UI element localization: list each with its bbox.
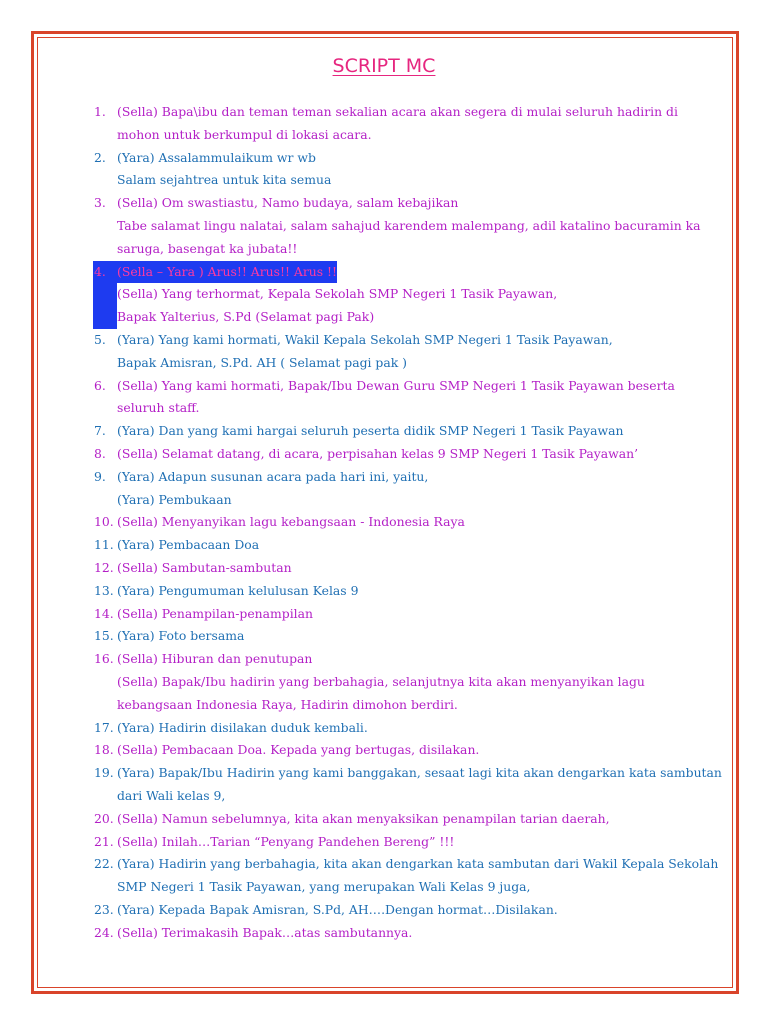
item-text xyxy=(117,808,714,831)
item-line: (Yara) Hadirin disilakan duduk kembali. xyxy=(117,719,368,735)
item-line: mohon untuk berkumpul di lokasi acara. xyxy=(117,126,372,142)
list-item xyxy=(94,466,714,512)
item-line: (Sella) Selamat datang, di acara, perpisahan kelas 9 SMP Negeri 1 Tasik Payawan’ xyxy=(117,445,639,461)
item-text xyxy=(117,511,714,534)
item-line: seluruh staff. xyxy=(117,400,200,416)
item-text xyxy=(117,101,714,147)
item-text xyxy=(117,192,714,260)
item-line: (Sella) Yang kami hormati, Bapak/Ibu Dewan Guru SMP Negeri 1 Tasik Payawan beserta xyxy=(117,377,675,393)
item-line: (Yara) Kepada Bapak Amisran, S.Pd, AH….Dengan hormat…Disilakan. xyxy=(117,901,558,917)
item-text xyxy=(117,648,714,716)
item-number: 19. xyxy=(94,765,114,781)
item-text xyxy=(117,466,714,512)
item-number: 16. xyxy=(94,651,114,667)
item-line: Salam sejahtrea untuk kita semua xyxy=(117,172,332,188)
list-item xyxy=(94,625,714,648)
item-text xyxy=(117,922,714,945)
item-number: 8. xyxy=(94,445,106,461)
item-text xyxy=(117,420,714,443)
list-item xyxy=(94,853,719,899)
list-item xyxy=(94,739,714,762)
item-number: 9. xyxy=(94,468,106,484)
list-item xyxy=(94,101,714,147)
list-item xyxy=(94,922,714,945)
item-line: (Yara) Foto bersama xyxy=(117,628,245,644)
item-line: (Sella) Pembacaan Doa. Kepada yang bertugas, disilakan. xyxy=(117,742,480,758)
item-number: 3. xyxy=(94,195,106,211)
item-number: 14. xyxy=(94,605,114,621)
item-text xyxy=(117,853,718,899)
item-number: 17. xyxy=(94,719,114,735)
item-text xyxy=(117,580,714,603)
list-item xyxy=(94,648,714,716)
item-line: (Yara) Pengumuman kelulusan Kelas 9 xyxy=(117,582,359,598)
list-item xyxy=(94,375,714,421)
item-line: dari Wali kelas 9, xyxy=(117,787,226,803)
item-number: 6. xyxy=(94,377,106,393)
item-line: kebangsaan Indonesia Raya, Hadirin dimohon berdiri. xyxy=(117,696,458,712)
item-text xyxy=(117,717,714,740)
item-text xyxy=(117,261,714,329)
item-line: Bapak Yalterius, S.Pd (Selamat pagi Pak) xyxy=(117,309,375,325)
list-item xyxy=(94,192,714,260)
document-title: SCRIPT MC xyxy=(332,55,436,77)
item-number: 7. xyxy=(94,423,106,439)
item-text xyxy=(117,899,714,922)
item-number: 4. xyxy=(93,261,117,329)
item-line: SMP Negeri 1 Tasik Payawan, yang merupakan Wali Kelas 9 juga, xyxy=(117,879,531,895)
item-text xyxy=(117,375,714,421)
item-text xyxy=(117,762,722,808)
item-text xyxy=(117,739,714,762)
item-line: (Yara) Pembukaan xyxy=(117,491,232,507)
item-line: (Sella) Namun sebelumnya, kita akan menyaksikan penampilan tarian daerah, xyxy=(117,810,610,826)
item-line: (Yara) Yang kami hormati, Wakil Kepala Sekolah SMP Negeri 1 Tasik Payawan, xyxy=(117,331,613,347)
list-item xyxy=(94,420,714,443)
list-item xyxy=(94,534,714,557)
list-item xyxy=(94,580,714,603)
list-item xyxy=(94,603,714,626)
item-line: (Sella) Inilah…Tarian “Penyang Pandehen Bereng” !!! xyxy=(117,833,455,849)
item-text xyxy=(117,603,714,626)
item-line: (Yara) Adapun susunan acara pada hari ini, yaitu, xyxy=(117,468,429,484)
item-number: 13. xyxy=(94,582,114,598)
item-line: (Yara) Bapak/Ibu Hadirin yang kami banggakan, sesaat lagi kita akan dengarkan kata sambutan xyxy=(117,765,722,781)
list-item xyxy=(94,443,714,466)
list-item xyxy=(94,147,714,193)
item-text xyxy=(117,831,714,854)
item-number: 10. xyxy=(94,514,114,530)
item-line: saruga, basengat ka jubata!! xyxy=(117,240,298,256)
list-item xyxy=(94,329,714,375)
item-number: 24. xyxy=(94,924,114,940)
item-line: (Yara) Pembacaan Doa xyxy=(117,537,260,553)
item-number: 22. xyxy=(94,856,114,872)
item-text xyxy=(117,329,714,375)
item-text xyxy=(117,534,714,557)
list-item xyxy=(94,261,714,329)
list-item xyxy=(94,831,714,854)
item-line: Tabe salamat lingu nalatai, salam sahajud karendem malempang, adil katalino bacuramin ka xyxy=(117,217,701,233)
item-line: (Sella) Bapa\ibu dan teman teman sekalian acara akan segera di mulai seluruh hadirin di xyxy=(117,104,678,119)
item-text xyxy=(117,557,714,580)
item-number: 11. xyxy=(94,537,114,553)
item-line: (Sella) Yang terhormat, Kepala Sekolah SMP Negeri 1 Tasik Payawan, xyxy=(117,286,558,302)
list-item xyxy=(94,808,714,831)
item-text xyxy=(117,147,714,193)
item-line: (Sella) Penampilan-penampilan xyxy=(117,605,313,621)
item-number: 12. xyxy=(94,559,114,575)
item-line: (Yara) Dan yang kami hargai seluruh peserta didik SMP Negeri 1 Tasik Payawan xyxy=(117,423,624,439)
item-line: (Sella – Yara ) Arus!! Arus!! Arus !! xyxy=(117,261,337,284)
item-line: Bapak Amisran, S.Pd. AH ( Selamat pagi pak ) xyxy=(117,354,408,370)
item-number: 23. xyxy=(94,901,114,917)
item-text xyxy=(117,443,714,466)
script-list xyxy=(94,101,722,944)
item-number: 18. xyxy=(94,742,114,758)
item-number: 5. xyxy=(94,331,106,347)
list-item xyxy=(94,762,722,808)
item-line: (Sella) Om swastiastu, Namo budaya, salam kebajikan xyxy=(117,195,459,211)
item-number: 20. xyxy=(94,810,114,826)
item-number: 2. xyxy=(94,149,106,165)
item-text xyxy=(117,625,714,648)
item-line: (Sella) Terimakasih Bapak…atas sambutannya. xyxy=(117,924,413,940)
item-number: 1. xyxy=(94,104,106,119)
item-line: (Sella) Hiburan dan penutupan xyxy=(117,651,313,667)
item-number: 15. xyxy=(94,628,114,644)
list-item xyxy=(94,557,714,580)
item-line: (Yara) Assalammulaikum wr wb xyxy=(117,149,316,165)
item-number: 21. xyxy=(94,833,114,849)
item-line: (Yara) Hadirin yang berbahagia, kita akan dengarkan kata sambutan dari Wakil Kepala Sekolah xyxy=(117,856,719,872)
list-item xyxy=(94,899,714,922)
list-item xyxy=(94,511,714,534)
item-line: (Sella) Menyanyikan lagu kebangsaan - Indonesia Raya xyxy=(117,514,465,530)
list-item xyxy=(94,717,714,740)
item-line: (Sella) Bapak/Ibu hadirin yang berbahagia, selanjutnya kita akan menyanyikan lagu xyxy=(117,673,645,689)
item-line: (Sella) Sambutan-sambutan xyxy=(117,559,292,575)
